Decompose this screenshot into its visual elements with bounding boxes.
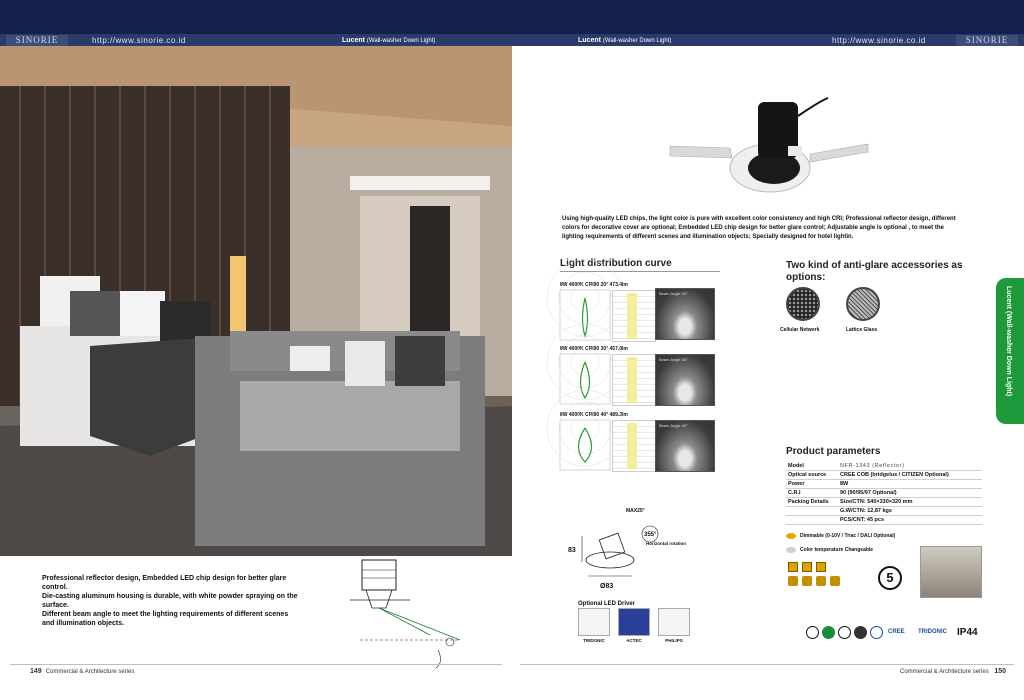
param-value: CREE COB (bridgelux / CITIZEN Optional) bbox=[838, 471, 982, 480]
lattice-glass-image bbox=[846, 287, 880, 321]
ccc-icon bbox=[854, 626, 867, 639]
curve-label-20: 8W 4000K CRI90 20° 473.4lm bbox=[560, 282, 628, 288]
page-number-right: 150 bbox=[994, 668, 1007, 675]
curve-table-30 bbox=[612, 354, 656, 406]
url-left[interactable]: http://www.sinorie.co.id bbox=[92, 36, 186, 45]
color-option-icon bbox=[788, 562, 798, 572]
warranty-badge: 5 bbox=[878, 566, 902, 590]
color-temp-icon bbox=[786, 547, 796, 553]
height-dim: 83 bbox=[568, 547, 576, 554]
param-row bbox=[786, 489, 982, 498]
param-key: Optical source bbox=[786, 471, 838, 480]
footer-right bbox=[900, 667, 1010, 677]
logo-left: SINORIE bbox=[6, 35, 68, 46]
footer-left bbox=[30, 667, 134, 677]
footer-series-left: Commercial & Architecture series bbox=[45, 669, 135, 675]
beam-photo-label-30: Beam Angle 30° bbox=[659, 357, 688, 362]
polar-curve-40 bbox=[560, 420, 610, 470]
left-description-line-1: Professional reflector design, Embedded LED chip design for better glare control. bbox=[42, 575, 287, 591]
feature-icon bbox=[788, 576, 798, 586]
color-option-icon bbox=[802, 562, 812, 572]
curve-label-40: 8W 4000K CRI90 40° 489.2lm bbox=[560, 412, 628, 418]
product-parameters-table bbox=[786, 462, 982, 525]
polar-curve-20 bbox=[560, 290, 610, 340]
rohs-icon bbox=[838, 626, 851, 639]
dimmable-icon bbox=[786, 533, 796, 539]
cellular-network-label: Cellular Network bbox=[780, 327, 820, 333]
driver-image-tridonic bbox=[578, 608, 610, 636]
param-row bbox=[786, 462, 982, 471]
side-tab[interactable] bbox=[996, 278, 1024, 424]
page-number-left: 149 bbox=[30, 668, 42, 675]
param-row bbox=[786, 498, 982, 507]
dimension-drawing bbox=[566, 500, 686, 592]
feature-icon bbox=[802, 576, 812, 586]
driver-label-actec: ACTEC bbox=[626, 638, 642, 643]
driver-label-philips: PHILIPS bbox=[665, 638, 683, 643]
cree-logo: CREE bbox=[888, 629, 905, 635]
dimmable-feature bbox=[786, 532, 895, 540]
ce-mark-icon bbox=[806, 626, 819, 639]
beam-angle-diagram bbox=[350, 560, 470, 670]
curve-table-highlight-40 bbox=[627, 423, 637, 469]
footer-line-left bbox=[10, 664, 502, 665]
beam-photo-label-40: Beam Angle 40° bbox=[659, 423, 688, 428]
beam-photo-30 bbox=[655, 354, 715, 406]
side-tab-label: Lucent (Wall-washer Down Light) bbox=[1005, 286, 1012, 397]
tilt-label: MAX25° bbox=[626, 508, 645, 514]
url-right[interactable]: http://www.sinorie.co.id bbox=[832, 36, 926, 45]
param-key: Packing Details bbox=[786, 498, 838, 507]
hotel-room-illustration bbox=[0, 46, 512, 556]
feature-icon bbox=[830, 576, 840, 586]
beam-photo-20 bbox=[655, 288, 715, 340]
param-key: Power bbox=[786, 480, 838, 489]
product-photo bbox=[670, 96, 870, 206]
lattice-glass-label: Lattice Glass bbox=[846, 327, 878, 333]
header-title-right bbox=[578, 35, 671, 47]
cellular-network-image bbox=[786, 287, 820, 321]
curve-label-30: 8W 4000K CRI90 30° 457.8lm bbox=[560, 346, 628, 352]
curve-table-highlight-20 bbox=[627, 293, 637, 339]
curve-table-40 bbox=[612, 420, 656, 472]
room-lighting-photo bbox=[920, 546, 982, 598]
header-title-left-text: Lucent bbox=[342, 37, 365, 44]
param-key: Model bbox=[786, 462, 838, 471]
param-row bbox=[786, 480, 982, 489]
footer-series-right: Commercial & Architecture series bbox=[900, 669, 989, 675]
param-value: 8W bbox=[838, 480, 982, 489]
param-row bbox=[786, 516, 982, 525]
color-temp-text: Color temperature Changeable bbox=[800, 547, 874, 553]
driver-label-tridonic: TRIDONIC bbox=[583, 638, 605, 643]
curve-table-20 bbox=[612, 290, 656, 342]
cert-ring-icon bbox=[870, 626, 883, 639]
diameter-dim: Ø83 bbox=[600, 583, 614, 590]
color-option-icon bbox=[816, 562, 826, 572]
hotel-room-photo bbox=[0, 46, 512, 556]
param-value: Size/CTN: 540×330×320 mm bbox=[838, 498, 982, 507]
color-temp-feature bbox=[786, 546, 873, 554]
anti-glare-title: Two kind of anti-glare accessories as options: bbox=[786, 260, 963, 283]
tridonic-logo: TRIDONIC bbox=[918, 629, 947, 635]
param-value: 90 (90/95/97 Optional) bbox=[838, 489, 982, 498]
beam-photo-label-20: Beam Angle 20° bbox=[659, 291, 688, 296]
header-subtitle-right: (Wall-washer Down Light) bbox=[602, 38, 672, 44]
product-parameters-title: Product parameters bbox=[786, 446, 881, 457]
green-cert-icon bbox=[822, 626, 835, 639]
left-description bbox=[42, 574, 300, 628]
logo-right: SINORIE bbox=[956, 35, 1018, 46]
rotation-label: Horizontal rotation bbox=[646, 541, 686, 546]
footer-line-right bbox=[520, 664, 1014, 665]
driver-title: Optional LED Driver bbox=[578, 601, 636, 607]
driver-image-philips bbox=[658, 608, 690, 636]
param-key bbox=[786, 507, 838, 516]
ip-rating: IP44 bbox=[957, 627, 978, 638]
param-value: PCS/CNT: 45 pcs bbox=[838, 516, 982, 525]
param-key: C.R.I bbox=[786, 489, 838, 498]
param-row bbox=[786, 507, 982, 516]
driver-image-actec bbox=[618, 608, 650, 636]
param-row bbox=[786, 471, 982, 480]
curve-table-highlight-30 bbox=[627, 357, 637, 403]
light-distribution-title: Light distribution curve bbox=[560, 258, 672, 269]
top-bar bbox=[0, 0, 1024, 34]
param-value: NFR-1343 (Reflector) bbox=[838, 462, 982, 471]
beam-photo-40 bbox=[655, 420, 715, 472]
header-subtitle-left: (Wall-washer Down Light) bbox=[366, 38, 436, 44]
rotation-degree: 355° bbox=[644, 532, 657, 538]
header-title-right-text: Lucent bbox=[578, 37, 601, 44]
left-description-line-2: Die-casting aluminum housing is durable, with white powder spraying on the surface. bbox=[42, 593, 298, 609]
polar-curve-30 bbox=[560, 354, 610, 404]
param-value: G.W/CTN: 12.87 kgs bbox=[838, 507, 982, 516]
product-intro: Using high-quality LED chips, the light color is pure with excellent color consistency and high CRI; Professional reflector design, different colors for decorative cover are optional; Embedded LED chip design for better glare control; Adjustable angle is optional , to meet the lighting requirements of different scenes and illumination objects; Specially designed for hotel lightin. bbox=[562, 216, 956, 240]
feature-icon bbox=[816, 576, 826, 586]
dimmable-text: Dimmable (0-10V / Triac / DALI Optional) bbox=[800, 533, 896, 539]
param-key bbox=[786, 516, 838, 525]
left-description-line-3: Different beam angle to meet the lighting requirements of different scenes and illumination objects. bbox=[42, 611, 289, 627]
